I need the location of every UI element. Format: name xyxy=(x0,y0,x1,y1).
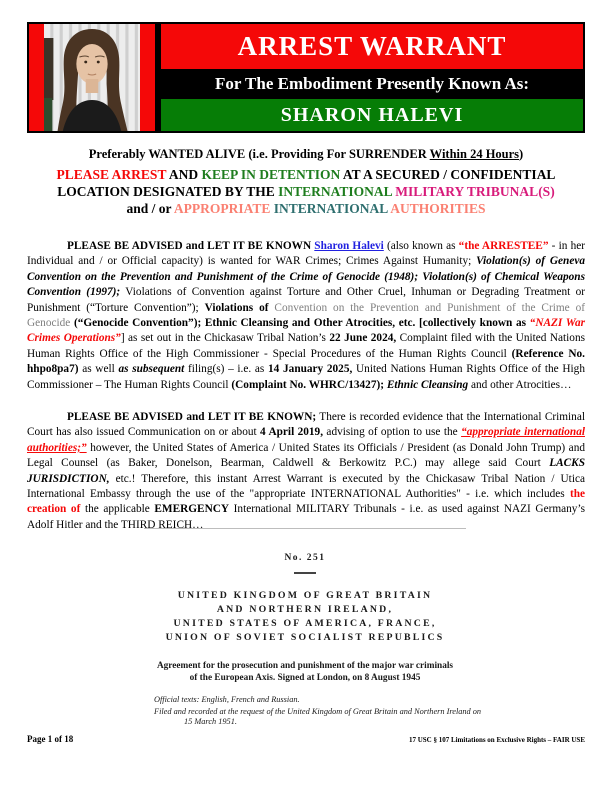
wanted-line-3: LOCATION DESIGNATED BY THE INTERNATIONAL MILITARY TRIBUNAL(S) xyxy=(57,184,555,199)
treaty-agreement-title: Agreement for the prosecution and punishment of the major war criminals of the European Axis. Signed at London, on 8 August 1945 xyxy=(156,661,454,683)
treaty-filed-note: Filed and recorded at the request of the United Kingdom of Great Britain and Northern Ireland on 15 March 1951. xyxy=(154,706,482,726)
arrest-warrant-banner xyxy=(27,22,585,133)
suspect-photo-panel xyxy=(29,24,155,131)
advisory-paragraph-2: PLEASE BE ADVISED and LET IT BE KNOWN; There is recorded evidence that the International Criminal Court has also issued Communication on or about 4 April 2019, advising of option to use the “appropriate international authorities;” however, the United States of America / United States its Officials / President (as Donald John Trump) and Legal Counsel (as Baker, Donelson, Bearman, Caldwell & Berkowitz P.C.) may allege said Court LACKS JURISDICTION, etc.! Therefore, this instant Arrest Warrant is executed by the Chickasaw Tribal Nation / Utica International Embassy through the use of the "appropriate INTERNATIONAL Authorities" - i.e. which includes the creation of the applicable EMERGENCY International MILITARY Tribunals - i.e. as used against NAZI Germany’s Adolf Hitler and the THIRD REICH… xyxy=(27,411,585,531)
wanted-line-2: PLEASE ARREST AND KEEP IN DETENTION AT A SECURED / CONFIDENTIAL xyxy=(56,167,556,182)
wanted-block xyxy=(0,147,612,217)
banner-bands xyxy=(161,24,583,131)
wanted-line-1: Preferably WANTED ALIVE (i.e. Providing For SURRENDER Within 24 Hours) xyxy=(88,147,524,161)
embedded-treaty-document xyxy=(144,528,482,728)
treaty-official-texts: Official texts: English, French and Russian. xyxy=(154,695,300,704)
treaty-rule xyxy=(294,572,316,574)
banner-subtitle: For The Embodiment Presently Known As: xyxy=(161,69,583,99)
advisory-paragraph-1: PLEASE BE ADVISED and LET IT BE KNOWN Sharon Halevi (also known as “the ARRESTEE” - in her Individual and / or Official capacity) is wanted for WAR Crimes; Crimes Against Humanity; Violation(s) of Geneva Convention on the Prevention and Punishment of the Crime of Genocide (1948); Violation(s) of Chemical Weapons Convention (1997); Violations of Convention against Torture and Other Cruel, Inhuman or Degrading Treatment or Punishment (“Torture Convention”); Violations of Convention on the Prevention and Punishment of the Crime of Genocide (“Genocide Convention”); Ethnic Cleansing and Other Atrocities, etc. [collectively known as “NAZI War Crimes Operations”] as set out in the Chickasaw Tribal Nation’s 22 June 2024, Complaint filed with the United Nations Human Rights Office of the High Commissioner - Special Procedures of the Human Rights Council (Reference No. hhpo8pa7) as well as subsequent filing(s) – i.e. as 14 January 2025, United Nations Human Rights Office of the High Commissioner – The Human Rights Council (Complaint No. WHRC/13427); Ethnic Cleansing and other Atrocities… xyxy=(27,240,586,391)
suspect-photo xyxy=(44,24,140,131)
fair-use-notice: 17 USC § 107 Limitations on Exclusive Rights – FAIR USE xyxy=(408,736,585,744)
wanted-line-4: and / or APPROPRIATE INTERNATIONAL AUTHORITIES xyxy=(126,201,486,216)
portrait-photo-graphic xyxy=(44,24,140,131)
treaty-number: No. 251 xyxy=(284,553,326,563)
banner-suspect-name: SHARON HALEVI xyxy=(161,99,583,131)
banner-title: ARREST WARRANT xyxy=(161,24,583,69)
treaty-parties: UNITED KINGDOM OF GREAT BRITAIN AND NORTHERN IRELAND, UNITED STATES OF AMERICA, FRANCE, UNION OF SOVIET SOCIALIST REPUBLICS xyxy=(165,590,445,643)
page-number: Page 1 of 18 xyxy=(27,734,74,744)
